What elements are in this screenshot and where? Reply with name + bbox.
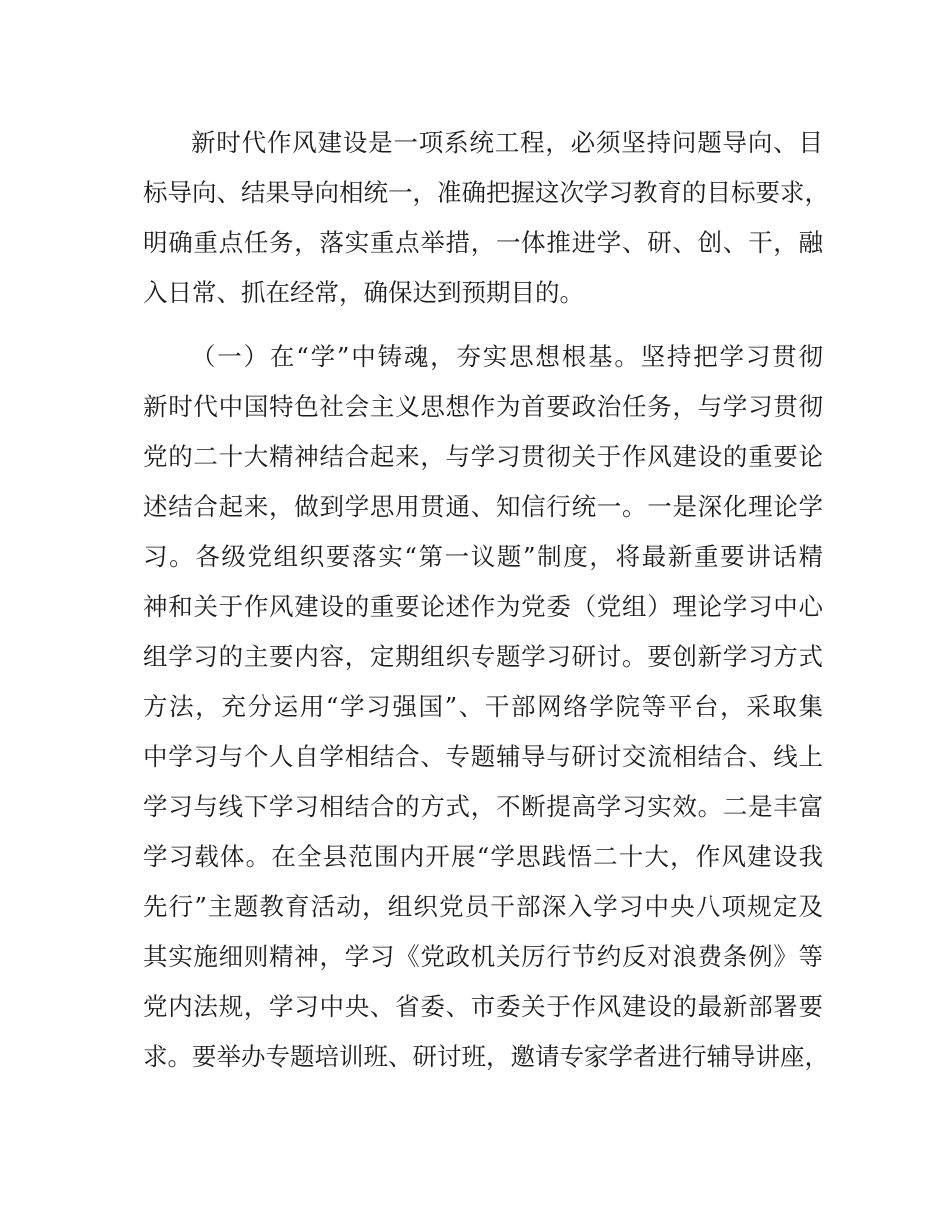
paragraph-2-line-4: 述结合起来，做到学思用贯通、知信行统一。一是深化理论学 — [143, 492, 823, 521]
paragraph-2-line-6: 神和关于作风建设的重要论述作为党委（党组）理论学习中心 — [143, 592, 823, 621]
paragraph-1-line-2: 标导向、结果导向相统一，准确把握这次学习教育的目标要求， — [143, 178, 829, 207]
paragraph-2-line-7: 组学习的主要内容，定期组织专题学习研讨。要创新学习方式 — [143, 642, 823, 671]
paragraph-2-line-14: 党内法规，学习中央、省委、市委关于作风建设的最新部署要 — [143, 992, 823, 1021]
paragraph-2-line-8: 方法，充分运用“学习强国”、干部网络学院等平台，采取集 — [143, 692, 823, 721]
paragraph-2-line-3: 党的二十大精神结合起来，与学习贯彻关于作风建设的重要论 — [143, 442, 823, 471]
paragraph-1-line-1: 新时代作风建设是一项系统工程，必须坚持问题导向、目 — [191, 128, 823, 157]
paragraph-2-line-15: 求。要举办专题培训班、研讨班，邀请专家学者进行辅导讲座， — [143, 1042, 829, 1071]
paragraph-2-line-10: 学习与线下学习相结合的方式，不断提高学习实效。二是丰富 — [143, 792, 823, 821]
paragraph-1-line-3: 明确重点任务，落实重点举措，一体推进学、研、创、干，融 — [143, 228, 823, 257]
paragraph-2-line-13: 其实施细则精神，学习《党政机关厉行节约反对浪费条例》等 — [143, 942, 823, 971]
paragraph-1-line-4: 入日常、抓在经常，确保达到预期目的。 — [143, 278, 584, 307]
paragraph-2-line-5: 习。各级党组织要落实“第一议题”制度，将最新重要讲话精 — [143, 542, 823, 571]
paragraph-2-line-2: 新时代中国特色社会主义思想作为首要政治任务，与学习贯彻 — [143, 392, 823, 421]
paragraph-2-line-9: 中学习与个人自学相结合、专题辅导与研讨交流相结合、线上 — [143, 742, 823, 771]
paragraph-2-line-12: 先行”主题教育活动，组织党员干部深入学习中央八项规定及 — [143, 892, 823, 921]
paragraph-2-line-11: 学习载体。在全县范围内开展“学思践悟二十大，作风建设我 — [143, 842, 823, 871]
paragraph-2-line-1: （一）在“学”中铸魂，夯实思想根基。坚持把学习贯彻 — [191, 342, 823, 371]
